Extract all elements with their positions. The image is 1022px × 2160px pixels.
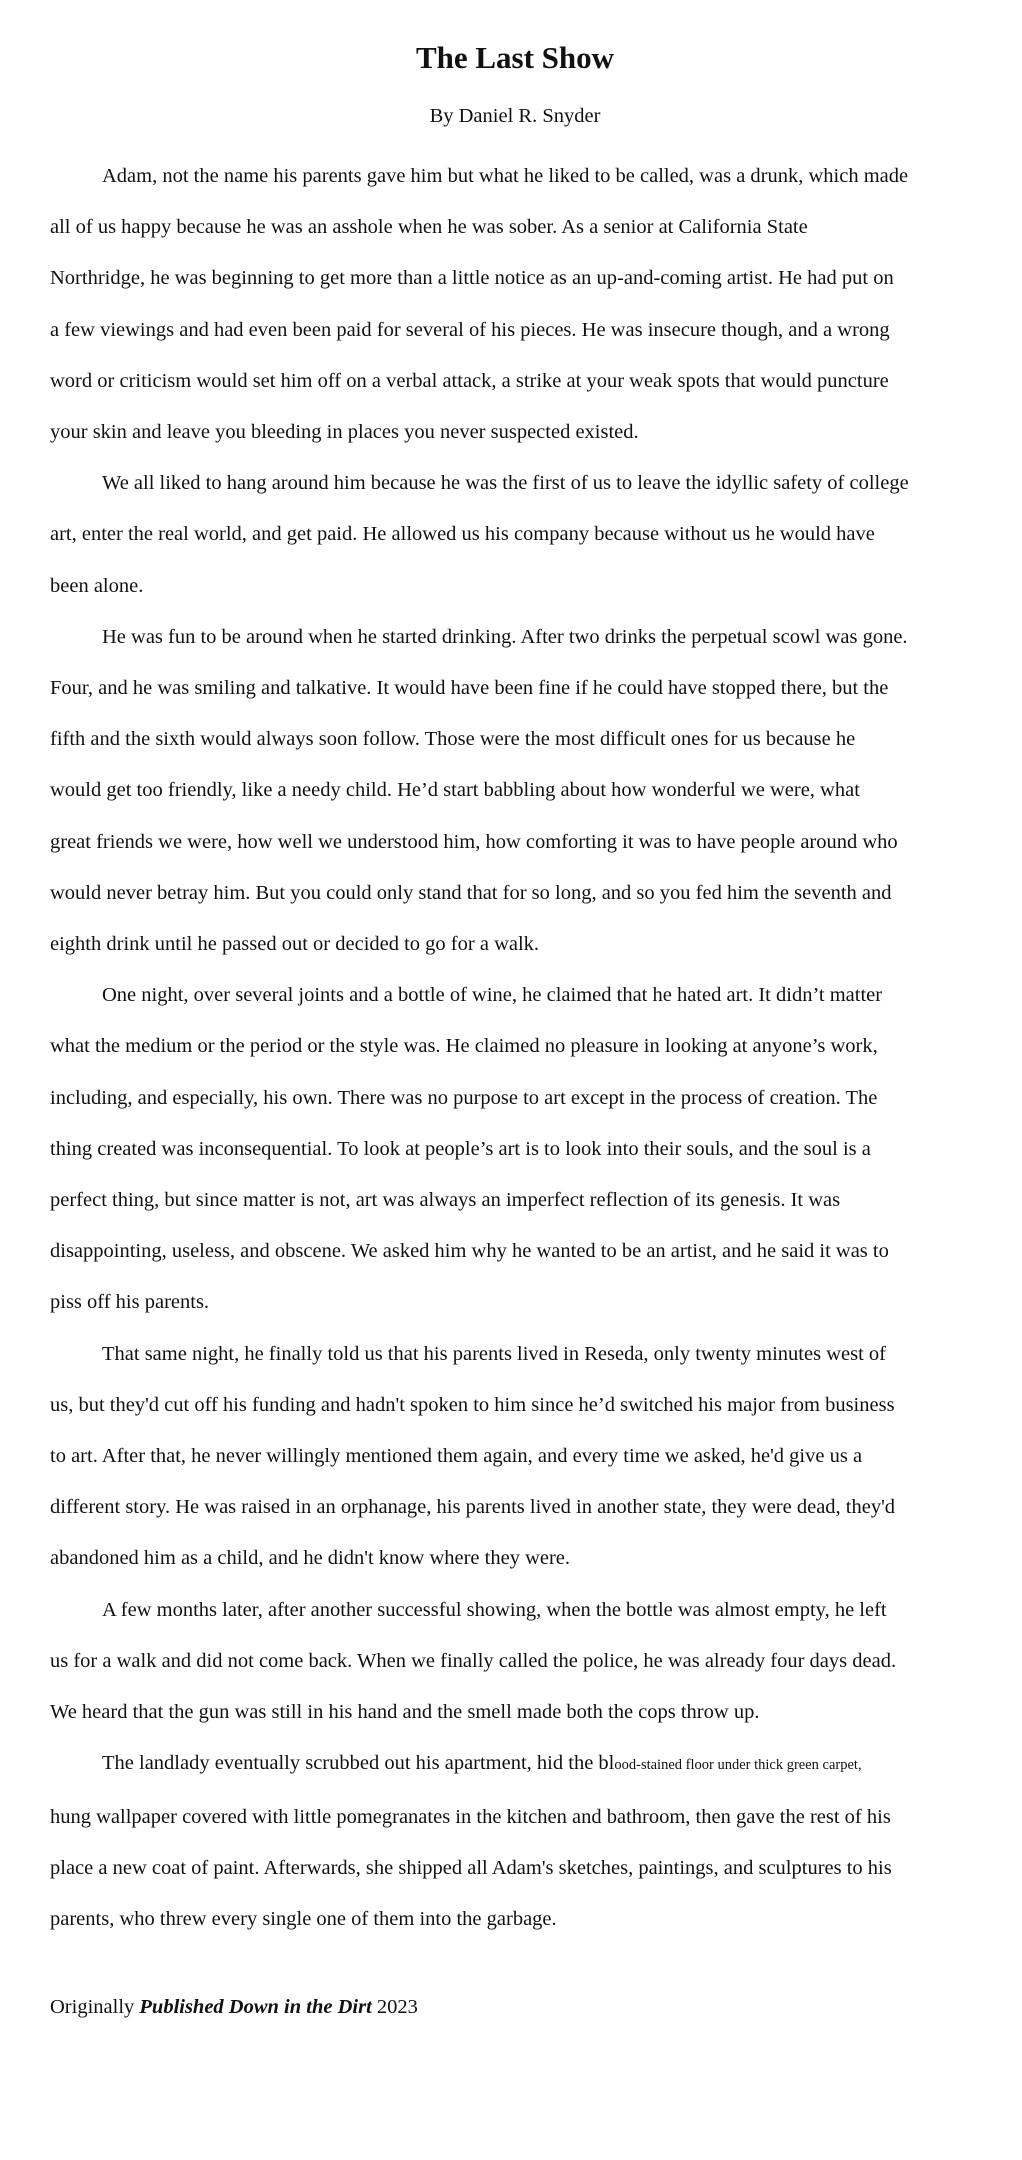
text-line: different story. He was raised in an orphanage, his parents lived in another state, they were dead, they'd	[50, 1496, 896, 1519]
text-line: what the medium or the period or the style was. He claimed no pleasure in looking at anyone’s work,	[50, 1035, 878, 1058]
paragraph	[50, 458, 980, 612]
text-line: great friends we were, how well we understood him, how comforting it was to have people around who	[50, 830, 898, 853]
text-line: Adam, not the name his parents gave him but what he liked to be called, was a drunk, which made	[102, 165, 909, 187]
text-line: would get too friendly, like a needy child. He’d start babbling about how wonderful we were, what	[50, 779, 860, 802]
text-line: We heard that the gun was still in his hand and the smell made both the cops throw up.	[50, 1701, 760, 1724]
paragraph	[50, 612, 980, 970]
paragraph	[50, 1738, 980, 1945]
publication-credit	[50, 1993, 418, 2021]
text-line: your skin and leave you bleeding in places you never suspected existed.	[50, 421, 639, 444]
text-line: been alone.	[50, 574, 144, 597]
paragraph	[50, 1329, 980, 1585]
text-line: us, but they'd cut off his funding and hadn't spoken to him since he’d switched his major from business	[50, 1393, 895, 1416]
text-line	[50, 1738, 980, 1791]
story-body	[50, 151, 980, 1945]
small-text-run: ood-stained floor under thick green carpet,	[614, 1757, 862, 1774]
paragraph	[50, 970, 980, 1328]
publication-name: Published Down in the Dirt	[139, 1996, 372, 2018]
paragraph	[50, 151, 980, 458]
paragraph	[50, 1585, 980, 1739]
text-line: eighth drink until he passed out or decided to go for a walk.	[50, 933, 540, 956]
text-line: One night, over several joints and a bottle of wine, he claimed that he hated art. It didn’t matter	[102, 984, 883, 1007]
text-line: He was fun to be around when he started drinking. After two drinks the perpetual scowl was gone.	[102, 625, 908, 648]
text-line: Northridge, he was beginning to get more than a little notice as an up-and-coming artist. He had put on	[50, 267, 894, 290]
text-line: piss off his parents.	[50, 1291, 210, 1314]
text-line: place a new coat of paint. Afterwards, she shipped all Adam's sketches, paintings, and sculptures to his	[50, 1856, 892, 1879]
text-line: parents, who threw every single one of them into the garbage.	[50, 1907, 557, 1930]
text-line: word or criticism would set him off on a verbal attack, a strike at your weak spots that would puncture	[50, 369, 889, 392]
text-line: all of us happy because he was an asshole when he was sober. As a senior at California State	[50, 216, 808, 239]
text-line: Four, and he was smiling and talkative. It would have been fine if he could have stopped there, but the	[50, 677, 889, 700]
text-line: a few viewings and had even been paid for several of his pieces. He was insecure though, and a wrong	[50, 318, 890, 341]
text-line: including, and especially, his own. There was no purpose to art except in the process of creation. The	[50, 1086, 878, 1109]
story-title: The Last Show	[415, 40, 615, 75]
text-line: would never betray him. But you could only stand that for so long, and so you fed him the seventh and	[50, 881, 892, 904]
credit-prefix: Originally	[50, 1996, 140, 2018]
text-run: The landlady eventually scrubbed out his apartment, hid the bl	[102, 1752, 615, 1775]
text-line: disappointing, useless, and obscene. We asked him why he wanted to be an artist, and he said it was to	[50, 1240, 889, 1263]
text-line: thing created was inconsequential. To look at people’s art is to look into their souls, and the soul is a	[50, 1137, 871, 1160]
text-line: perfect thing, but since matter is not, art was always an imperfect reflection of its genesis. It was	[50, 1189, 841, 1212]
text-line: A few months later, after another successful showing, when the bottle was almost empty, he left	[102, 1598, 887, 1621]
text-line: abandoned him as a child, and he didn't know where they were.	[50, 1547, 571, 1570]
credit-year: 2023	[371, 1996, 418, 2018]
text-line: to art. After that, he never willingly mentioned them again, and every time we asked, he'd give us a	[50, 1445, 863, 1468]
text-line: us for a walk and did not come back. When we finally called the police, he was already four days dead.	[50, 1649, 897, 1672]
text-line: We all liked to hang around him because he was the first of us to leave the idyllic safety of college	[102, 472, 909, 495]
text-line: art, enter the real world, and get paid. He allowed us his company because without us he would have	[50, 523, 875, 546]
document-page	[50, 0, 980, 2018]
text-line: hung wallpaper covered with little pomegranates in the kitchen and bathroom, then gave the rest of his	[50, 1805, 891, 1828]
author-byline: By Daniel R. Snyder	[429, 105, 601, 127]
text-line: fifth and the sixth would always soon follow. Those were the most difficult ones for us because he	[50, 728, 856, 751]
text-line: That same night, he finally told us that his parents lived in Reseda, only twenty minutes west of	[102, 1342, 886, 1365]
